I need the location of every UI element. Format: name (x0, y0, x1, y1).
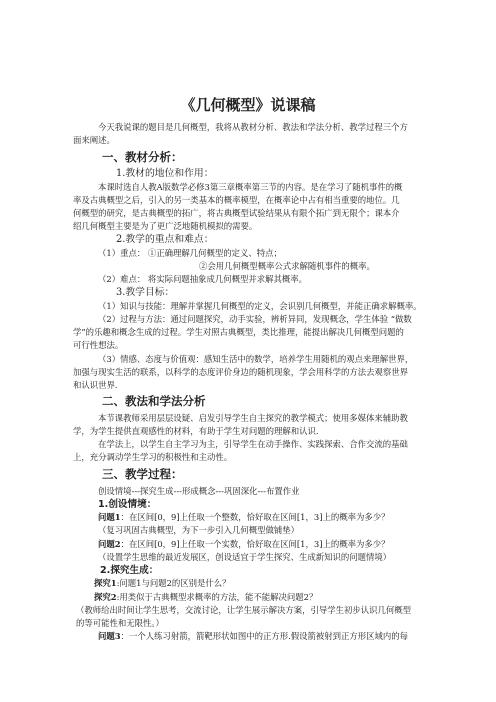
explore-2 (94, 591, 317, 604)
sub3-line-4: 可行性想法。 (73, 340, 124, 350)
sub3-line-7: 和认识世界. (73, 380, 118, 390)
section1-sub3-heading: 3.教学目标： (116, 287, 175, 298)
question-1-note: （复习巩固古典概型，为下一步引入几何概型做铺垫） (98, 525, 299, 535)
question-2-label: 问题2 (98, 539, 121, 549)
question-1-label: 问题1 (98, 512, 121, 522)
explore-1-text: :问题1与问题2的区别是什么？ (116, 578, 231, 588)
intro-line-1: 今天我说课的题目是几何概型，我将从教材分析、教法和学法分析、教学过程三个方 (98, 122, 408, 132)
sub3-line-3: 学”的乐趣和概念生成的过程。学生对照古典概型，类比推理，能提出解决几何概型问题的 (73, 327, 404, 337)
sub1-line-3: 何概型的研究，是古典概型的拓广，将古典概型试验结果从有限个拓广到无限个；课本介 (73, 208, 400, 218)
explore-2-text: :用类似于古典概型求概率的方法，能不能解决问题2？ (116, 592, 318, 602)
section2-line-1: 本节课教师采用层层设疑、启发引导学生自主探究的教学模式；使用多媒体来辅助教 (98, 413, 408, 423)
sub2-line-1: （1）重点： ①正确理解几何概型的定义、特点； (98, 248, 282, 258)
sub3-line-6: 加强与现实生活的联系，以科学的态度评价身边的随机现象，学会用科学的方法去观察世界 (73, 367, 408, 377)
intro-line-2: 面来阐述。 (73, 135, 115, 145)
sub1-line-1: 本课时选自人教A版数学必修3第三章概率第三节的内容。是在学习了随机事件的概 (98, 182, 403, 192)
section2-line-4: 上，充分调动学生学习的积极性和主动性。 (73, 452, 233, 462)
question-2-text: ：在区间[0，9]上任取一个实数，恰好取在区间[1，3]上的概率为多少？ (120, 539, 390, 549)
question-3 (98, 630, 408, 643)
section1-sub1-heading: 1.教材的地位和作用： (116, 168, 214, 179)
section1-sub2-heading: 2.教学的重点和难点： (116, 234, 214, 245)
section2-line-2: 学，为学生提供直观感性的材料，有助于学生对问题的理解和认识. (73, 426, 319, 436)
process-flow: 创设情境---探究生成---形成概念---巩固深化---布置作业 (98, 486, 300, 496)
explore-2-note-2: 的等可能性和无限性。） (76, 618, 164, 628)
sub3-line-2: （2）过程与方法：通过问题探究，动手实验，辨析异同，发现概念，学生体验 “做数 (98, 314, 412, 324)
explore-2-note-1: （教师给出时间让学生思考，交流讨论，让学生展示解决方案，引导学生初步认识几何概型 (76, 605, 411, 615)
question-1-text: ：在区间[0，9]上任取一个整数，恰好取在区间[1，3]上的概率为多少？ (120, 512, 390, 522)
sub3-line-1: （1）知识与技能：理解并掌握几何概型的定义，会识别几何概型，并能正确求解概率。 (98, 301, 422, 311)
sub3-line-5: （3）情感、态度与价值观：感知生活中的数学，培养学生用随机的观点来理解世界， (98, 354, 414, 364)
question-3-label: 问题3 (98, 631, 121, 641)
sub1-line-4: 绍几何概型主要是为了更广泛地随机模拟的需要。 (73, 221, 258, 231)
step1-heading: 1.创设情境： (98, 499, 157, 510)
section2-line-3: 在学法上，以学生自主学习为主，引导学生在动手操作、实践探索、合作交流的基础 (98, 439, 408, 449)
explore-1-label: 探究1 (94, 578, 117, 588)
question-1 (98, 511, 389, 524)
section2-heading: 二、教法和学法分析 (102, 394, 206, 408)
section1-heading: 一、教材分析： (102, 150, 183, 164)
sub1-line-2: 率及古典概型之后，引入的另一类基本的概率模型，在概率论中占有相当重要的地位。几 (73, 195, 400, 205)
step2-heading: 2.探究生成： (100, 565, 159, 576)
document-title: 《几何概型》说课稿 (180, 96, 316, 114)
section3-heading: 三、教学过程： (102, 467, 183, 481)
question-2-note: （设置学生思维的最近发展区，创设适宜于学生探究、生成新知识的问题情境） (98, 552, 392, 562)
explore-1 (94, 577, 231, 590)
question-2 (98, 538, 389, 551)
sub2-line-2: ②会用几何概型概率公式求解随机事件的概率。 (199, 261, 375, 271)
sub2-line-3: （2）难点： 将实际问题抽象成几何概型并求解其概率。 (98, 274, 307, 284)
explore-2-label: 探究2 (94, 592, 117, 602)
question-3-text: ：一个人练习射箭，箭靶形状如图中的正方形.假设箭被射到正方形区域内的每 (120, 631, 408, 641)
